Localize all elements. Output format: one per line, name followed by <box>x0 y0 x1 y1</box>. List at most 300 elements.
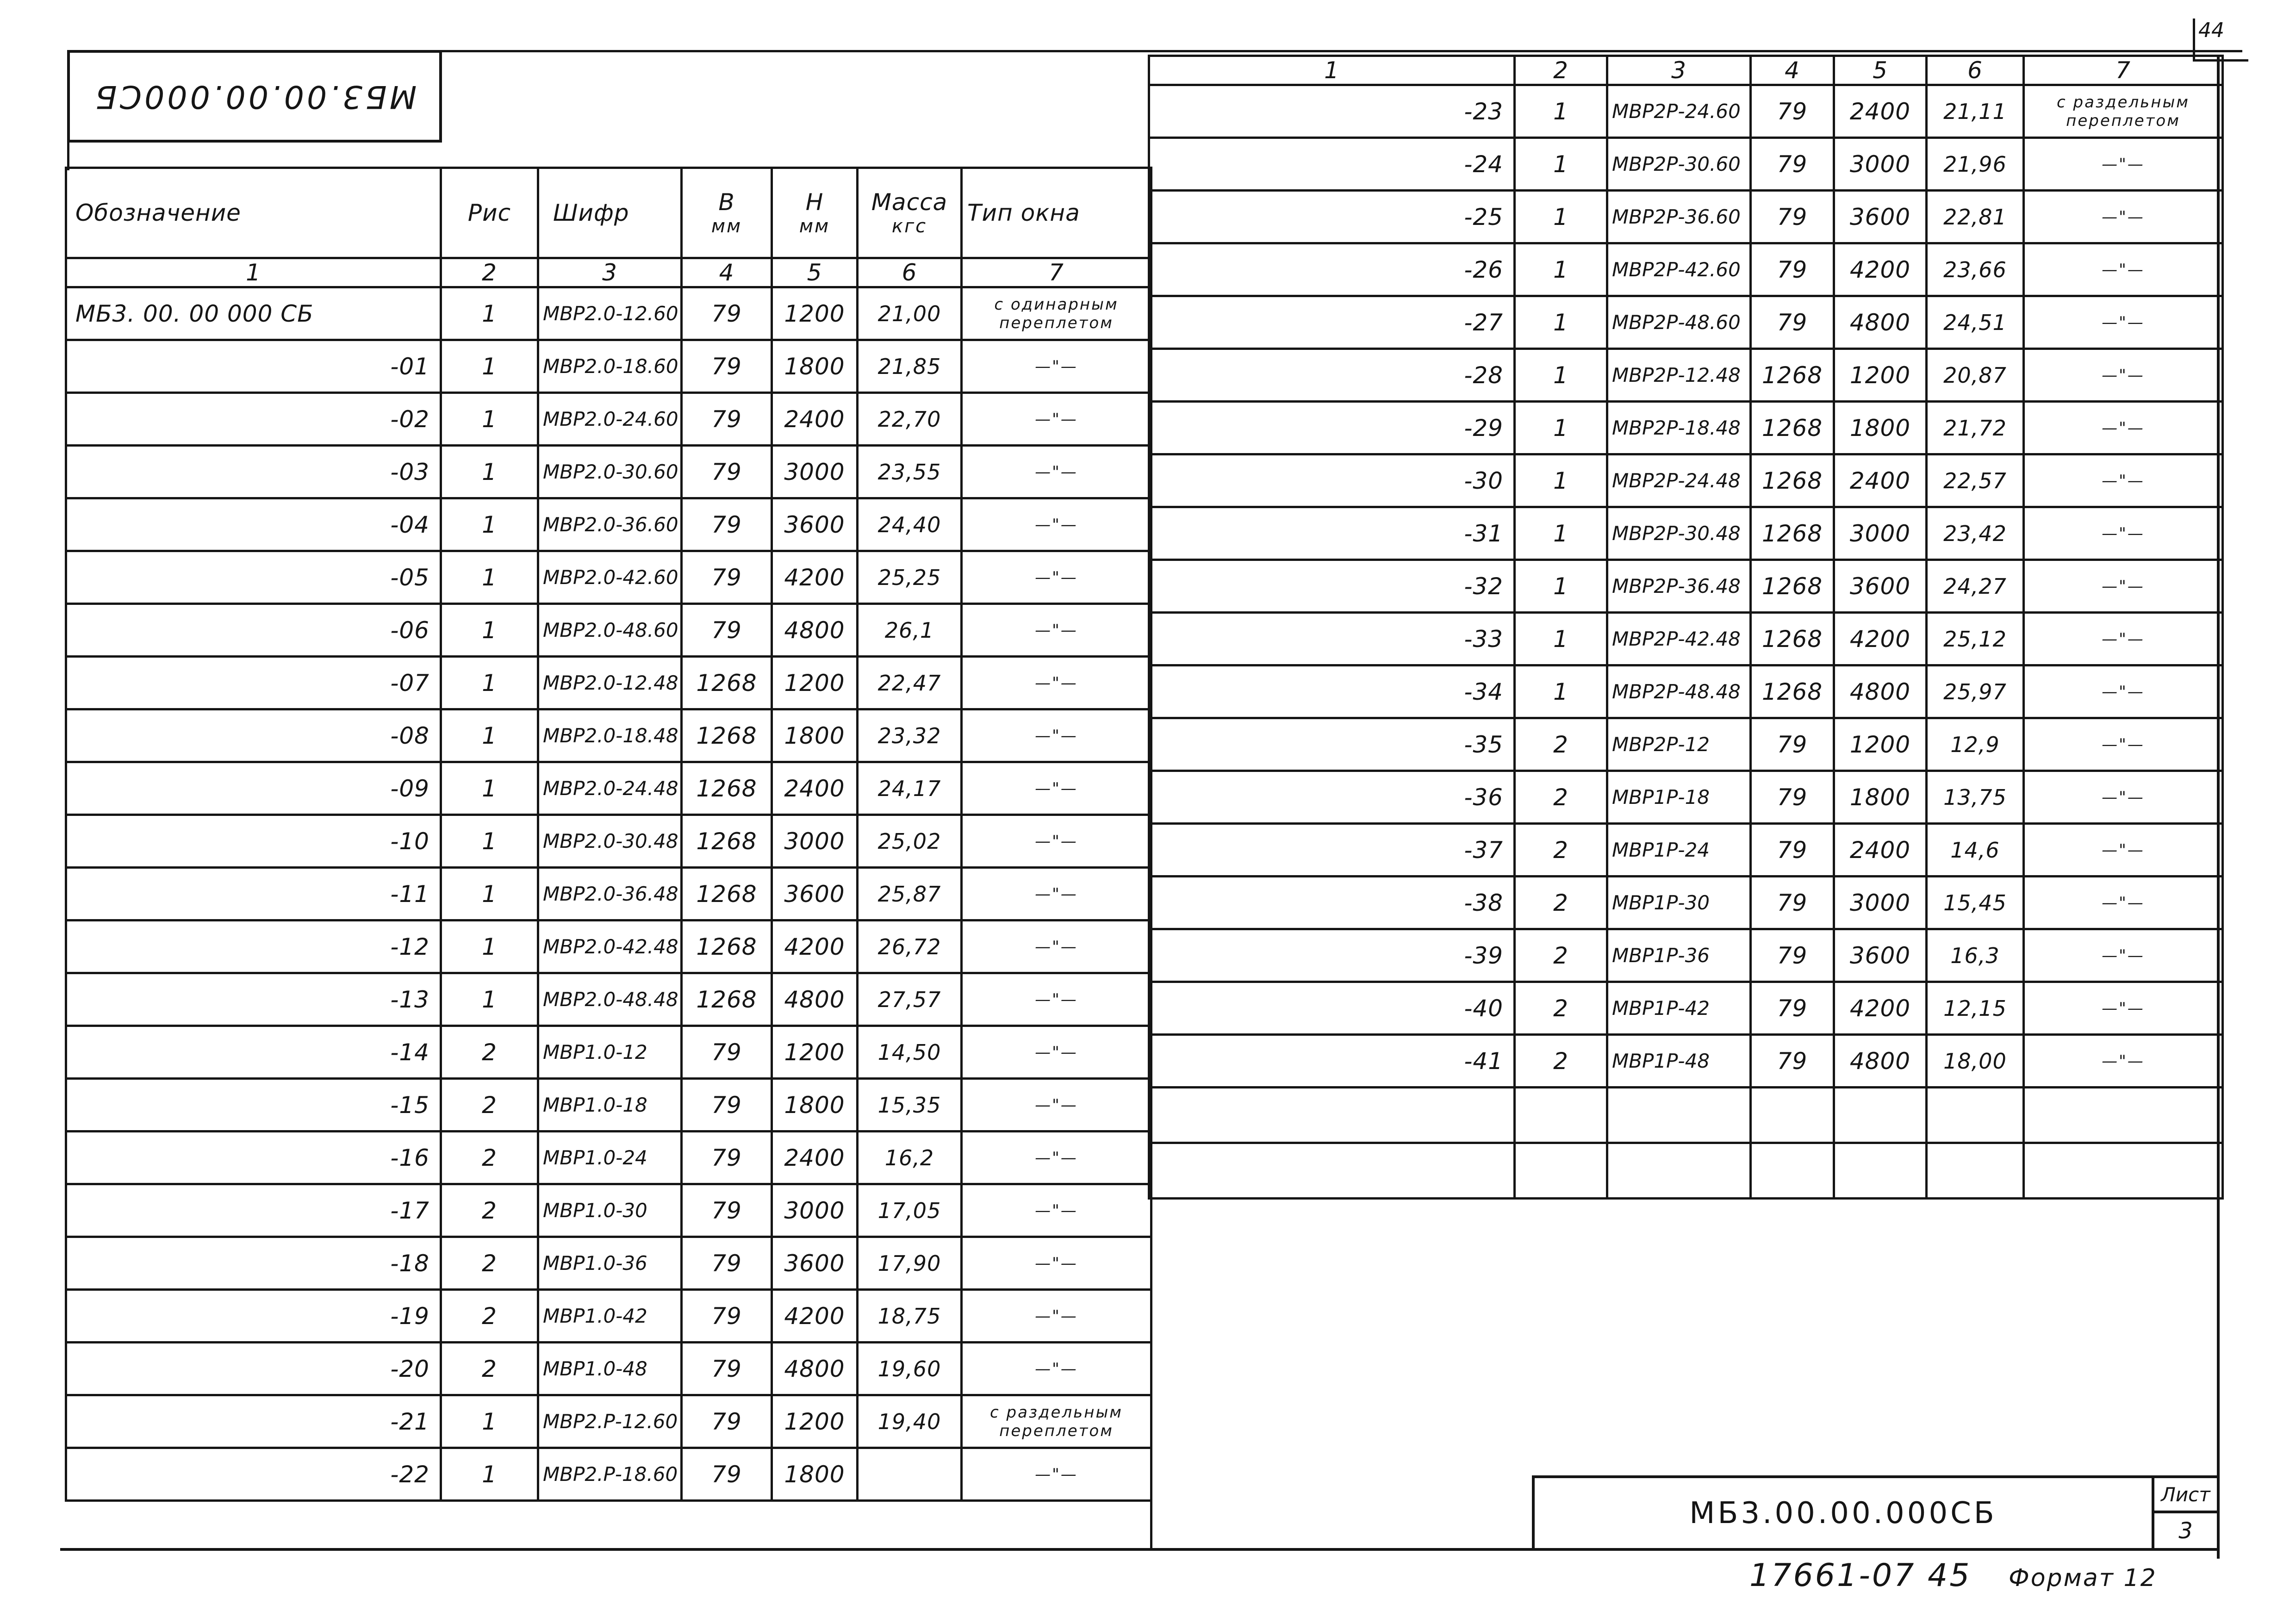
cell-designation: -40 <box>1149 982 1515 1035</box>
cell-h: 3600 <box>1834 560 1927 613</box>
cell-mass: 23,55 <box>858 446 962 498</box>
cell-b: 79 <box>682 1079 772 1132</box>
cell-mass: 17,90 <box>858 1237 962 1290</box>
cell-designation: -23 <box>1149 85 1515 138</box>
cell-b: 79 <box>682 287 772 340</box>
cell-designation: -41 <box>1149 1035 1515 1088</box>
cell-mass: 23,32 <box>858 709 962 762</box>
cell-h: 3000 <box>1834 138 1927 191</box>
table-row <box>1149 507 2223 560</box>
cell-code: МВР2.0-24.60 <box>538 393 682 446</box>
cell-window-type: —"— <box>962 393 1151 446</box>
format-label: Формат 12 <box>2009 1564 2157 1592</box>
table-row <box>1149 1035 2223 1088</box>
cell-designation: -16 <box>66 1132 441 1184</box>
cell-mass: 17,05 <box>858 1184 962 1237</box>
cell-mass: 24,40 <box>858 498 962 551</box>
cell-h: 3000 <box>772 446 858 498</box>
column-number: 4 <box>1751 56 1834 85</box>
cell-b: 79 <box>1751 243 1834 296</box>
cell-h: 1800 <box>1834 771 1927 824</box>
cell-mass: 25,02 <box>858 815 962 868</box>
cell-mass: 24,17 <box>858 762 962 815</box>
cell-b: 1268 <box>682 709 772 762</box>
cell-fig: 2 <box>441 1079 538 1132</box>
cell-b: 79 <box>682 1290 772 1343</box>
cell-fig: 2 <box>441 1237 538 1290</box>
cell-h: 2400 <box>772 393 858 446</box>
cell-fig: 2 <box>441 1290 538 1343</box>
cell-code: МВР2Р-36.48 <box>1607 560 1751 613</box>
cell-b: 79 <box>1751 877 1834 929</box>
cell-fig: 1 <box>441 1448 538 1501</box>
cell-window-type: —"— <box>2024 877 2223 929</box>
table-row <box>1149 771 2223 824</box>
cell-h: 3600 <box>772 498 858 551</box>
cell-h: 3000 <box>772 815 858 868</box>
cell-mass: 21,96 <box>1927 138 2024 191</box>
cell-fig: 1 <box>441 973 538 1026</box>
cell-designation: -04 <box>66 498 441 551</box>
cell-window-type: —"— <box>962 340 1151 393</box>
cell-mass: 23,42 <box>1927 507 2024 560</box>
cell-mass: 22,47 <box>858 657 962 709</box>
cell-h: 4800 <box>772 604 858 657</box>
table-row <box>1149 243 2223 296</box>
cell-designation: -02 <box>66 393 441 446</box>
cell-mass: 24,27 <box>1927 560 2024 613</box>
cell-b: 1268 <box>1751 507 1834 560</box>
cell-window-type: —"— <box>2024 402 2223 454</box>
cell-code: МВР2.0-24.48 <box>538 762 682 815</box>
cell-b: 1268 <box>682 920 772 973</box>
cell-designation: -38 <box>1149 877 1515 929</box>
cell-b: 79 <box>1751 982 1834 1035</box>
cell-designation: -29 <box>1149 402 1515 454</box>
cell-b: 79 <box>682 446 772 498</box>
table-row <box>66 1132 1151 1184</box>
cell-mass: 15,35 <box>858 1079 962 1132</box>
cell-window-type: —"— <box>962 973 1151 1026</box>
table-row <box>66 1395 1151 1448</box>
cell-code: МВР2.0-18.48 <box>538 709 682 762</box>
cell-code: МВР2Р-18.48 <box>1607 402 1751 454</box>
cell-window-type: с раздельным переплетом <box>2024 85 2223 138</box>
cell-mass <box>858 1448 962 1501</box>
cell-h: 3000 <box>1834 877 1927 929</box>
cell-window-type: —"— <box>962 1132 1151 1184</box>
cell-window-type: —"— <box>2024 454 2223 507</box>
cell-window-type: —"— <box>2024 191 2223 243</box>
table-row <box>1149 929 2223 982</box>
cell-designation: -06 <box>66 604 441 657</box>
cell-b: 79 <box>1751 138 1834 191</box>
cell-code: МВР2.0-36.48 <box>538 868 682 920</box>
cell-b: 79 <box>682 393 772 446</box>
cell-code: МВР1Р-18 <box>1607 771 1751 824</box>
column-number: 6 <box>858 258 962 287</box>
cell-designation: -24 <box>1149 138 1515 191</box>
cell-window-type: —"— <box>2024 1035 2223 1088</box>
cell-code: МВР1.0-30 <box>538 1184 682 1237</box>
cell-h: 1800 <box>772 1079 858 1132</box>
cell-fig: 2 <box>441 1184 538 1237</box>
table-row <box>1149 613 2223 665</box>
title-block-code <box>1532 1475 2154 1551</box>
cell-designation: -18 <box>66 1237 441 1290</box>
cell-window-type: —"— <box>2024 665 2223 718</box>
cell-window-type: —"— <box>2024 243 2223 296</box>
cell-code: МВР1.0-42 <box>538 1290 682 1343</box>
cell-h: 4200 <box>1834 243 1927 296</box>
left-header-row <box>66 168 1151 258</box>
cell-fig: 1 <box>1515 85 1607 138</box>
cell-b: 1268 <box>682 657 772 709</box>
cell-b: 79 <box>1751 929 1834 982</box>
cell-fig: 1 <box>441 604 538 657</box>
cell-designation: -12 <box>66 920 441 973</box>
cell-b: 79 <box>1751 85 1834 138</box>
cell-code: МВР2Р-36.60 <box>1607 191 1751 243</box>
cell-fig: 1 <box>1515 560 1607 613</box>
cell-code: МВР2Р-12.48 <box>1607 349 1751 402</box>
column-number: 7 <box>2024 56 2223 85</box>
column-number: 5 <box>1834 56 1927 85</box>
table-row <box>66 762 1151 815</box>
right-lower-left-border <box>1150 1222 1152 1550</box>
cell-window-type: —"— <box>962 868 1151 920</box>
page-number-tick <box>2193 19 2195 60</box>
cell-mass: 12,15 <box>1927 982 2024 1035</box>
cell-designation: -17 <box>66 1184 441 1237</box>
cell-h: 4800 <box>772 973 858 1026</box>
cell-window-type: —"— <box>2024 560 2223 613</box>
cell-b: 79 <box>682 1343 772 1395</box>
cell-mass: 15,45 <box>1927 877 2024 929</box>
cell-window-type: —"— <box>962 498 1151 551</box>
cell-designation: -25 <box>1149 191 1515 243</box>
column-number: 1 <box>1149 56 1515 85</box>
cell-fig: 1 <box>441 815 538 868</box>
cell-window-type: —"— <box>2024 613 2223 665</box>
cell-b: 79 <box>682 604 772 657</box>
header-h: H мм <box>772 168 858 258</box>
cell-code: МВР2Р-30.60 <box>1607 138 1751 191</box>
cell-code: МВР1Р-30 <box>1607 877 1751 929</box>
cell-designation: -36 <box>1149 771 1515 824</box>
cell-code: МВР2.0-30.60 <box>538 446 682 498</box>
cell-b: 79 <box>682 340 772 393</box>
cell-code: МВР2.0-48.48 <box>538 973 682 1026</box>
cell-b: 79 <box>682 1448 772 1501</box>
table-row <box>66 1343 1151 1395</box>
cell-fig: 2 <box>1515 718 1607 771</box>
cell-fig: 1 <box>441 657 538 709</box>
table-row <box>1149 824 2223 877</box>
cell-fig: 1 <box>1515 507 1607 560</box>
cell-designation: -28 <box>1149 349 1515 402</box>
cell-fig: 1 <box>441 393 538 446</box>
sheet-label-cell: Лист <box>2152 1475 2220 1513</box>
cell-code: МВР1Р-24 <box>1607 824 1751 877</box>
table-row <box>66 340 1151 393</box>
header-designation: Обозначение <box>66 168 441 258</box>
cell-designation: -34 <box>1149 665 1515 718</box>
table-row <box>66 1079 1151 1132</box>
cell-window-type: —"— <box>2024 982 2223 1035</box>
column-number: 6 <box>1927 56 2024 85</box>
cell-b: 1268 <box>682 973 772 1026</box>
column-number: 2 <box>441 258 538 287</box>
cell-designation: -21 <box>66 1395 441 1448</box>
table-row <box>1149 665 2223 718</box>
cell-h: 2400 <box>772 1132 858 1184</box>
cell-fig: 2 <box>1515 982 1607 1035</box>
archive-number: 17661-07 45 <box>1749 1557 1972 1594</box>
cell-code: МВР2Р-42.48 <box>1607 613 1751 665</box>
cell-code: МВР2.Р-18.60 <box>538 1448 682 1501</box>
cell-h: 1200 <box>772 1026 858 1079</box>
cell-b: 1268 <box>1751 613 1834 665</box>
cell-designation: -01 <box>66 340 441 393</box>
cell-b: 79 <box>1751 191 1834 243</box>
cell-fig: 1 <box>1515 138 1607 191</box>
right-frame-line <box>2217 55 2220 1559</box>
header-b: B мм <box>682 168 772 258</box>
cell-h: 4200 <box>772 1290 858 1343</box>
cell-designation: -19 <box>66 1290 441 1343</box>
header-fig: Рис <box>441 168 538 258</box>
cell-fig: 1 <box>1515 243 1607 296</box>
table-row <box>66 604 1151 657</box>
cell-code: МВР2Р-30.48 <box>1607 507 1751 560</box>
cell-h: 4200 <box>772 920 858 973</box>
cell-designation: -31 <box>1149 507 1515 560</box>
cell-designation: -13 <box>66 973 441 1026</box>
cell-b: 79 <box>1751 824 1834 877</box>
cell-window-type: —"— <box>2024 349 2223 402</box>
cell-code: МВР2Р-42.60 <box>1607 243 1751 296</box>
cell-code: МВР2.Р-12.60 <box>538 1395 682 1448</box>
left-frame-top <box>67 50 69 170</box>
cell-fig: 1 <box>1515 665 1607 718</box>
sheet-number-cell: 3 <box>2152 1511 2220 1551</box>
cell-h: 1200 <box>1834 349 1927 402</box>
cell-h: 1200 <box>772 657 858 709</box>
cell-window-type: —"— <box>962 1343 1151 1395</box>
cell-mass: 18,75 <box>858 1290 962 1343</box>
cell-code: МВР2.0-42.48 <box>538 920 682 973</box>
table-row <box>66 709 1151 762</box>
right-blank-row <box>1149 1088 2223 1143</box>
cell-h: 1200 <box>772 1395 858 1448</box>
cell-fig: 2 <box>1515 929 1607 982</box>
cell-designation: -05 <box>66 551 441 604</box>
table-row <box>1149 402 2223 454</box>
cell-designation: -11 <box>66 868 441 920</box>
cell-h: 4800 <box>772 1343 858 1395</box>
cell-mass: 21,72 <box>1927 402 2024 454</box>
cell-mass: 18,00 <box>1927 1035 2024 1088</box>
cell-window-type: —"— <box>2024 296 2223 349</box>
cell-h: 4800 <box>1834 296 1927 349</box>
table-row <box>66 868 1151 920</box>
cell-h: 3600 <box>772 868 858 920</box>
cell-mass: 16,2 <box>858 1132 962 1184</box>
cell-window-type: —"— <box>962 815 1151 868</box>
cell-fig: 2 <box>441 1026 538 1079</box>
cell-code: МВР1Р-42 <box>1607 982 1751 1035</box>
right-blank-row <box>1149 1143 2223 1199</box>
cell-code: МВР2.0-36.60 <box>538 498 682 551</box>
cell-h: 2400 <box>1834 454 1927 507</box>
cell-designation: -22 <box>66 1448 441 1501</box>
cell-window-type: —"— <box>962 446 1151 498</box>
cell-b: 1268 <box>1751 560 1834 613</box>
cell-fig: 1 <box>1515 613 1607 665</box>
cell-window-type: с одинарным переплетом <box>962 287 1151 340</box>
table-row <box>66 1184 1151 1237</box>
cell-mass: 13,75 <box>1927 771 2024 824</box>
cell-fig: 2 <box>1515 877 1607 929</box>
cell-code: МВР1.0-36 <box>538 1237 682 1290</box>
cell-mass: 19,60 <box>858 1343 962 1395</box>
cell-fig: 2 <box>441 1132 538 1184</box>
cell-fig: 2 <box>1515 824 1607 877</box>
cell-code: МВР2Р-48.60 <box>1607 296 1751 349</box>
cell-fig: 1 <box>441 762 538 815</box>
table-row <box>1149 982 2223 1035</box>
cell-fig: 1 <box>441 1395 538 1448</box>
cell-window-type: —"— <box>962 762 1151 815</box>
table-row <box>1149 718 2223 771</box>
table-row <box>66 920 1151 973</box>
cell-mass: 21,00 <box>858 287 962 340</box>
cell-b: 79 <box>1751 718 1834 771</box>
table-row <box>1149 138 2223 191</box>
column-number: 3 <box>1607 56 1751 85</box>
cell-designation: -37 <box>1149 824 1515 877</box>
inverted-title-text: МБ3.00.00.000СБ <box>92 78 417 115</box>
cell-code: МВР2Р-12 <box>1607 718 1751 771</box>
cell-b: 79 <box>682 1026 772 1079</box>
cell-b: 79 <box>682 551 772 604</box>
column-number: 3 <box>538 258 682 287</box>
column-number-row <box>1149 56 2223 85</box>
cell-mass: 26,1 <box>858 604 962 657</box>
cell-h: 4800 <box>1834 1035 1927 1088</box>
table-row <box>66 551 1151 604</box>
table-row <box>66 287 1151 340</box>
cell-code: МВР2Р-48.48 <box>1607 665 1751 718</box>
table-row <box>66 1026 1151 1079</box>
table-row <box>66 1448 1151 1501</box>
table-row <box>66 393 1151 446</box>
cell-b: 79 <box>682 1237 772 1290</box>
cell-b: 1268 <box>1751 665 1834 718</box>
cell-mass: 25,12 <box>1927 613 2024 665</box>
cell-b: 1268 <box>682 868 772 920</box>
cell-mass: 23,66 <box>1927 243 2024 296</box>
cell-b: 1268 <box>1751 349 1834 402</box>
cell-b: 1268 <box>1751 454 1834 507</box>
page-number-top: 44 <box>2198 19 2224 42</box>
cell-fig: 1 <box>1515 296 1607 349</box>
cell-code: МВР2Р-24.48 <box>1607 454 1751 507</box>
header-code: Шифр <box>538 168 682 258</box>
table-row <box>66 657 1151 709</box>
cell-designation: МБ3. 00. 00 000 СБ <box>66 287 441 340</box>
cell-code: МВР1Р-36 <box>1607 929 1751 982</box>
cell-designation: -30 <box>1149 454 1515 507</box>
cell-h: 2400 <box>772 762 858 815</box>
cell-designation: -15 <box>66 1079 441 1132</box>
table-row <box>66 1237 1151 1290</box>
cell-designation: -32 <box>1149 560 1515 613</box>
cell-window-type: —"— <box>962 551 1151 604</box>
cell-window-type: —"— <box>2024 507 2223 560</box>
cell-mass: 27,57 <box>858 973 962 1026</box>
cell-window-type: —"— <box>2024 929 2223 982</box>
table-row <box>1149 560 2223 613</box>
column-number: 5 <box>772 258 858 287</box>
cell-fig: 1 <box>441 868 538 920</box>
cell-code: МВР2.0-12.48 <box>538 657 682 709</box>
cell-h: 1800 <box>1834 402 1927 454</box>
cell-fig: 1 <box>441 709 538 762</box>
left-spec-table <box>65 167 1152 1502</box>
cell-h: 1200 <box>772 287 858 340</box>
cell-h: 4200 <box>1834 613 1927 665</box>
cell-code: МВР1.0-48 <box>538 1343 682 1395</box>
cell-fig: 2 <box>441 1343 538 1395</box>
cell-designation: -09 <box>66 762 441 815</box>
cell-designation: -26 <box>1149 243 1515 296</box>
cell-b: 79 <box>1751 771 1834 824</box>
table-row <box>1149 349 2223 402</box>
cell-h: 2400 <box>1834 85 1927 138</box>
table-row <box>66 973 1151 1026</box>
title-block-code-text: МБ3.00.00.000СБ <box>1689 1496 1997 1530</box>
column-number: 2 <box>1515 56 1607 85</box>
cell-mass: 25,87 <box>858 868 962 920</box>
cell-b: 79 <box>682 1184 772 1237</box>
cell-code: МВР2.0-12.60 <box>538 287 682 340</box>
cell-mass: 26,72 <box>858 920 962 973</box>
cell-code: МВР1Р-48 <box>1607 1035 1751 1088</box>
cell-mass: 20,87 <box>1927 349 2024 402</box>
cell-window-type: —"— <box>962 1026 1151 1079</box>
cell-mass: 25,97 <box>1927 665 2024 718</box>
header-window: Тип окна <box>962 168 1151 258</box>
cell-designation: -33 <box>1149 613 1515 665</box>
cell-window-type: —"— <box>962 657 1151 709</box>
cell-designation: -08 <box>66 709 441 762</box>
cell-b: 1268 <box>682 762 772 815</box>
cell-b: 1268 <box>1751 402 1834 454</box>
cell-h: 1200 <box>1834 718 1927 771</box>
cell-mass: 25,25 <box>858 551 962 604</box>
cell-designation: -07 <box>66 657 441 709</box>
cell-designation: -20 <box>66 1343 441 1395</box>
cell-designation: -14 <box>66 1026 441 1079</box>
cell-window-type: —"— <box>962 709 1151 762</box>
cell-h: 4200 <box>1834 982 1927 1035</box>
cell-h: 2400 <box>1834 824 1927 877</box>
cell-fig: 1 <box>441 498 538 551</box>
cell-h: 3600 <box>772 1237 858 1290</box>
cell-designation: -27 <box>1149 296 1515 349</box>
